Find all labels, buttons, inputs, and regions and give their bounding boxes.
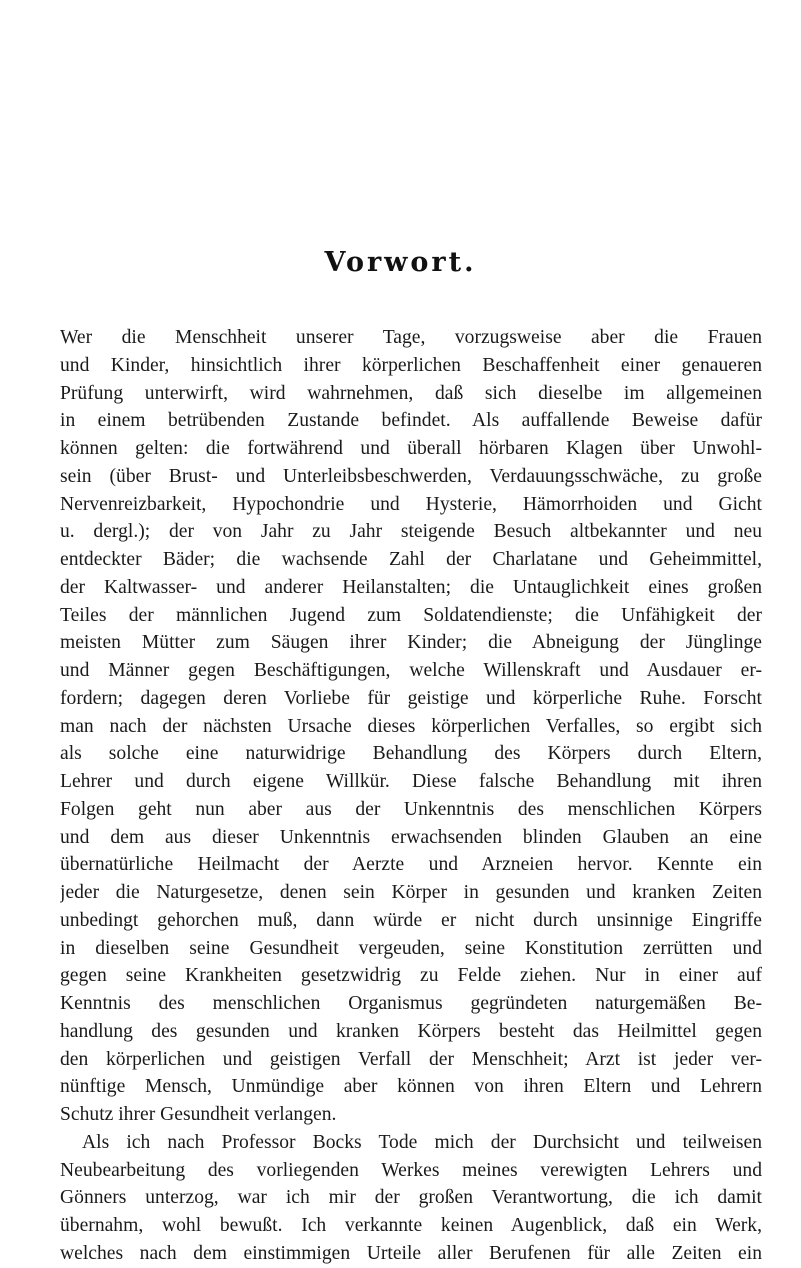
text-line: unbedingt gehorchen muß, dann würde er nicht durch unsinnige Eingriffe — [60, 909, 762, 931]
text-line: und Kinder, hinsichtlich ihrer körperlichen Beschaffenheit einer genaueren — [60, 354, 762, 376]
text-line: meisten Mütter zum Säugen ihrer Kinder; die Abneigung der Jünglinge — [60, 632, 762, 654]
text-line: Kenntnis des menschlichen Organismus gegründeten naturgemäßen Be- — [60, 993, 762, 1014]
text-line: der Kaltwasser- und anderer Heilanstalten; die Untauglichkeit eines großen — [60, 576, 762, 598]
text-line: Als ich nach Professor Bocks Tode mich der Durchsicht und teilweisen — [82, 1131, 762, 1153]
page-title: Vorwort. — [324, 247, 477, 278]
text-line: sein (über Brust- und Unterleibsbeschwerden, Verdauungsschwäche, zu große — [60, 465, 762, 487]
paragraph-2 — [60, 1129, 762, 1268]
text-line: in dieselben seine Gesundheit vergeuden, seine Konstitution zerrütten und — [60, 937, 762, 959]
text-line: übernahm, wohl bewußt. Ich verkannte keinen Augenblick, daß ein Werk, — [60, 1215, 762, 1236]
text-line: handlung des gesunden und kranken Körpers besteht das Heilmittel gegen — [60, 1020, 762, 1042]
text-line: nünftige Mensch, Unmündige aber können von ihren Eltern und Lehrern — [60, 1076, 762, 1098]
paragraph-1 — [60, 324, 762, 1129]
text-line: als solche eine naturwidrige Behandlung des Körpers durch Eltern, — [60, 743, 762, 765]
text-line: man nach der nächsten Ursache dieses körperlichen Verfalles, so ergibt sich — [60, 715, 762, 737]
text-line: Gönners unterzog, war ich mir der großen Verantwortung, die ich damit — [60, 1187, 762, 1209]
text-line: übernatürliche Heilmacht der Aerzte und Arzneien hervor. Kennte ein — [60, 854, 762, 876]
text-line: Neubearbeitung des vorliegenden Werkes meines verewigten Lehrers und — [60, 1159, 762, 1181]
text-line: fordern; dagegen deren Vorliebe für geistige und körperliche Ruhe. Forscht — [60, 687, 762, 709]
text-line: entdeckter Bäder; die wachsende Zahl der Charlatane und Geheimmittel, — [60, 549, 762, 570]
text-line: und dem aus dieser Unkenntnis erwachsenden blinden Glauben an eine — [60, 826, 762, 848]
text-line: jeder die Naturgesetze, denen sein Körper in gesunden und kranken Zeiten — [60, 882, 762, 903]
text-line: Nervenreizbarkeit, Hypochondrie und Hysterie, Hämorrhoiden und Gicht — [60, 493, 762, 515]
text-line: und Männer gegen Beschäftigungen, welche Willenskraft und Ausdauer er- — [60, 660, 762, 681]
text-line: Folgen geht nun aber aus der Unkenntnis des menschlichen Körpers — [60, 798, 762, 820]
text-line: u. dergl.); der von Jahr zu Jahr steigende Besuch altbekannter und neu — [60, 521, 762, 543]
text-line: Lehrer und durch eigene Willkür. Diese falsche Behandlung mit ihren — [60, 771, 762, 792]
text-line: den körperlichen und geistigen Verfall der Menschheit; Arzt ist jeder ver- — [60, 1048, 762, 1070]
text-line: in einem betrübenden Zustande befindet. Als auffallende Beweise dafür — [60, 410, 762, 432]
text-line: welches nach dem einstimmigen Urteile aller Berufenen für alle Zeiten ein — [60, 1242, 762, 1264]
text-line: gegen seine Krankheiten gesetzwidrig zu Felde ziehen. Nur in einer auf — [60, 965, 762, 987]
text-line: Prüfung unterwirft, wird wahrnehmen, daß sich dieselbe im allgemeinen — [60, 382, 762, 404]
text-line: Schutz ihrer Gesundheit verlangen. — [60, 1104, 337, 1125]
body-text — [60, 324, 762, 1268]
text-line: können gelten: die fortwährend und überall hörbaren Klagen über Unwohl- — [60, 438, 762, 459]
text-line: Teiles der männlichen Jugend zum Soldatendienste; die Unfähigkeit der — [60, 604, 762, 626]
text-line: Wer die Menschheit unserer Tage, vorzugsweise aber die Frauen — [60, 327, 762, 348]
